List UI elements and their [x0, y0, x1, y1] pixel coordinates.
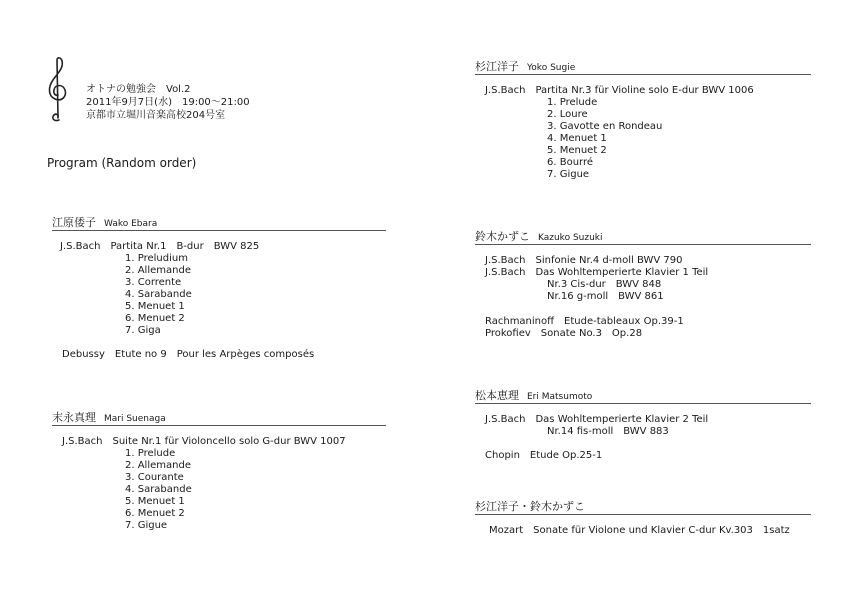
program-line: 4. Sarabande [125, 484, 192, 495]
program-line: J.S.Bach Sinfonie Nr.4 d-moll BWV 790 [485, 255, 683, 266]
program-line: J.S.Bach Partita Nr.3 für Violine solo E-dur BWV 1006 [485, 85, 754, 96]
program-line: Nr.16 g-moll BWV 861 [547, 291, 664, 302]
program-line: 7. Gigue [125, 520, 168, 531]
program-line: 1. Preludium [125, 253, 188, 264]
program-line: 1. Prelude [125, 448, 176, 459]
program-line: 3. Courante [125, 472, 184, 483]
program-line: 5. Menuet 1 [125, 301, 185, 312]
performer-name-jp: 江原倭子 [52, 216, 96, 229]
program-line: 5. Menuet 1 [125, 496, 185, 507]
program-line: 6. Menuet 2 [125, 508, 185, 519]
performer-name-jp: 杉江洋子・鈴木かずこ [475, 500, 585, 513]
program-line: Debussy Etute no 9 Pour les Arpèges composés [62, 349, 315, 360]
performer-header-sugie [475, 58, 811, 75]
performer-name-en: Wako Ebara [104, 219, 158, 229]
performer-name-en: Mari Suenaga [104, 414, 166, 424]
program-label: Program (Random order) [47, 156, 197, 170]
program-line: 1. Prelude [547, 97, 598, 108]
performer-name-jp: 鈴木かずこ [475, 230, 530, 243]
treble-clef-icon [44, 56, 72, 124]
event-venue: 京都市立堀川音楽高校204号室 [86, 110, 226, 121]
performer-name-en: Kazuko Suzuki [538, 233, 603, 243]
program-line: 4. Sarabande [125, 289, 192, 300]
program-line: 2. Allemande [125, 265, 191, 276]
program-line: 5. Menuet 2 [547, 145, 607, 156]
program-line: 7. Gigue [547, 169, 590, 180]
performer-name-en: Yoko Sugie [527, 63, 576, 73]
program-line: 3. Gavotte en Rondeau [547, 121, 663, 132]
program-line: J.S.Bach Suite Nr.1 für Violoncello solo G-dur BWV 1007 [62, 436, 346, 447]
program-line: J.S.Bach Das Wohltemperierte Klavier 2 Teil [485, 414, 709, 425]
performer-header-duo [475, 498, 811, 515]
program-line: Rachmaninoff Etude-tableaux Op.39-1 [485, 316, 684, 327]
program-line: Chopin Etude Op.25-1 [485, 450, 603, 461]
performer-name-en: Eri Matsumoto [527, 392, 593, 402]
performer-header-suenaga [52, 409, 386, 426]
program-line: J.S.Bach Partita Nr.1 B-dur BWV 825 [60, 241, 260, 252]
program-line: J.S.Bach Das Wohltemperierte Klavier 1 Teil [485, 267, 709, 278]
program-line: Nr.3 Cis-dur BWV 848 [547, 279, 662, 290]
performer-header-ebara [52, 214, 386, 231]
program-line: 2. Allemande [125, 460, 191, 471]
program-line: 6. Bourré [547, 157, 594, 168]
performer-header-matsumoto [475, 387, 811, 404]
program-line: 4. Menuet 1 [547, 133, 607, 144]
performer-name-jp: 杉江洋子 [475, 60, 519, 73]
program-line: Prokofiev Sonate No.3 Op.28 [485, 328, 643, 339]
event-datetime: 2011年9月7日(水) 19:00〜21:00 [86, 97, 250, 108]
event-title: オトナの勉強会 Vol.2 [86, 84, 191, 95]
program-line: 3. Corrente [125, 277, 182, 288]
program-line: Nr.14 fis-moll BWV 883 [547, 426, 669, 437]
performer-name-jp: 松本恵理 [475, 389, 519, 402]
program-line: Mozart Sonate für Violone und Klavier C-dur Kv.303 1satz [489, 525, 790, 536]
program-line: 7. Giga [125, 325, 161, 336]
program-line: 6. Menuet 2 [125, 313, 185, 324]
performer-header-suzuki [475, 228, 811, 245]
program-line: 2. Loure [547, 109, 588, 120]
performer-name-jp: 末永真理 [52, 411, 96, 424]
